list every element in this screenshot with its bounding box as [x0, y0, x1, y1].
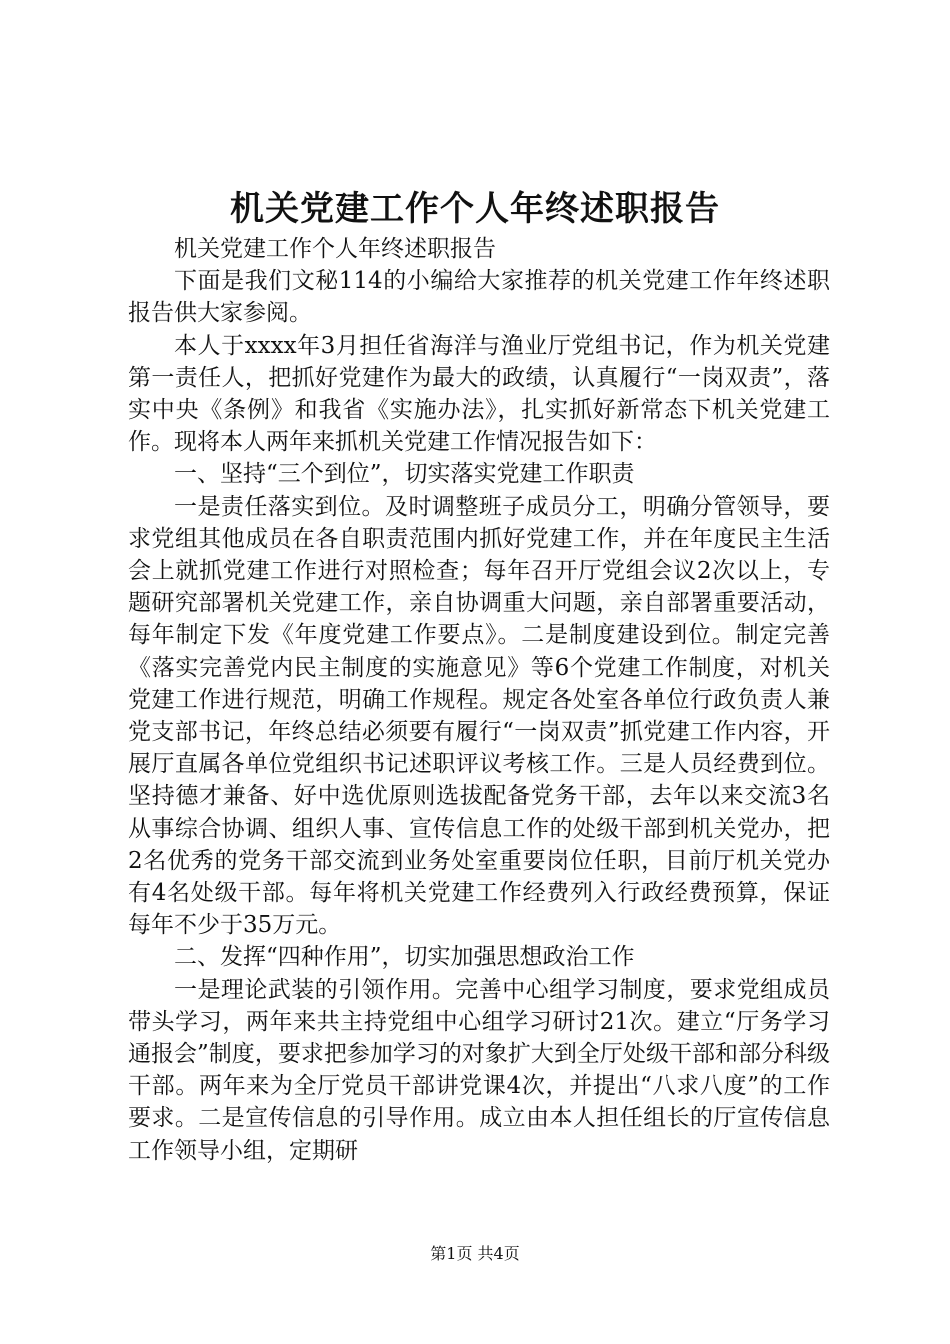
section-heading-2: 二、发挥“四种作用”，切实加强思想政治工作 [174, 944, 635, 971]
paragraph-background: 本人于xxxx年3月担任省海洋与渔业厅党组书记，作为机关党建第一责任人，把抓好党建作为最大的政绩，认真履行“一岗双责”，落实中央《条例》和我省《实施办法》，扎实抓好新常态下机关党建工作。现将本人两年来抓机关党建工作情况报告如下： [128, 332, 830, 456]
paragraph-section-2: 一是理论武装的引领作用。完善中心组学习制度，要求党组成员带头学习，两年来共主持党组中心组学习研讨21次。建立“厅务学习通报会”制度，要求把参加学习的对象扩大到全厅处级干部和部分科级干部。两年来为全厅党员干部讲党课4次，并提出“八求八度”的工作要求。二是宣传信息的引导作用。成立由本人担任组长的厅宣传信息工作领导小组，定期研 [128, 976, 830, 1164]
document-title: 机关党建工作个人年终述职报告 [230, 189, 720, 229]
page-footer: 第1页 共4页 [430, 1244, 520, 1263]
section-heading-1: 一、坚持“三个到位”，切实落实党建工作职责 [174, 461, 635, 488]
paragraph-section-1: 一是责任落实到位。及时调整班子成员分工，明确分管领导，要求党组其他成员在各自职责范围内抓好党建工作，并在年度民主生活会上就抓党建工作进行对照检查；每年召开厅党组会议2次以上，专题研究部署机关党建工作，亲自协调重大问题，亲自部署重要活动，每年制定下发《年度党建工作要点》。二是制度建设到位。制定完善《落实完善党内民主制度的实施意见》等6个党建工作制度，对机关党建工作进行规范，明确工作规程。规定各处室各单位行政负责人兼党支部书记，年终总结必须要有履行“一岗双责”抓党建工作内容，开展厅直属各单位党组织书记述职评议考核工作。三是人员经费到位。坚持德才兼备、好中选优原则选拔配备党务干部，去年以来交流3名从事综合协调、组织人事、宣传信息工作的处级干部到机关党办，把2名优秀的党务干部交流到业务处室重要岗位任职，目前厅机关党办有4名处级干部。每年将机关党建工作经费列入行政经费预算，保证每年不少于35万元。 [128, 493, 830, 939]
document-body [128, 233, 830, 1167]
paragraph-intro: 下面是我们文秘114的小编给大家推荐的机关党建工作年终述职报告供大家参阅。 [128, 268, 830, 327]
paragraph-subtitle: 机关党建工作个人年终述职报告 [174, 236, 496, 262]
